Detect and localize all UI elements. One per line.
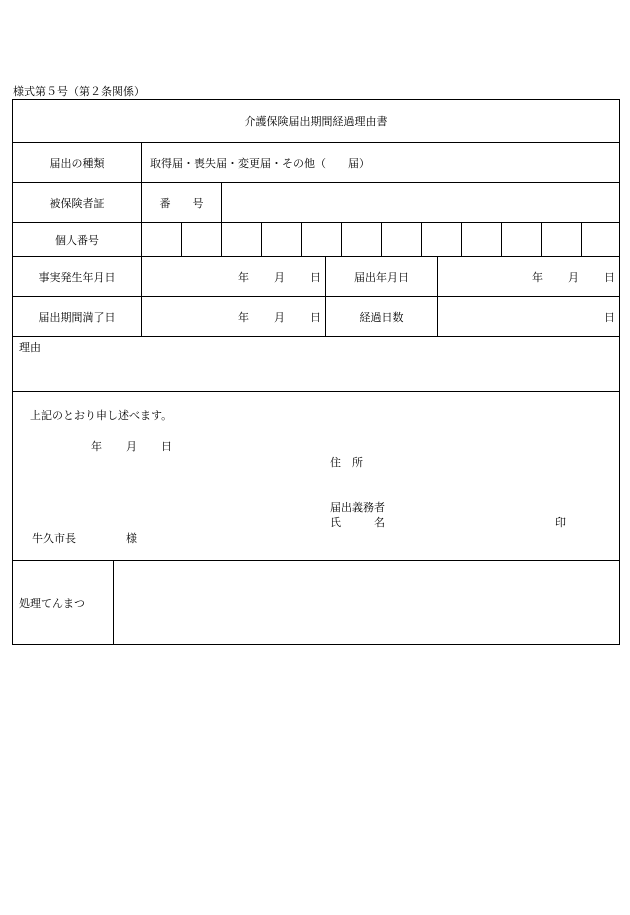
insured-card-number-label: 番 号 <box>141 183 221 222</box>
obligor-label: 届出義務者 <box>330 501 385 514</box>
declaration-row <box>13 391 619 560</box>
occurrence-day-unit: 日 <box>310 270 321 284</box>
notification-date-label: 届出年月日 <box>325 257 437 296</box>
personal-number-label: 個人番号 <box>55 233 99 247</box>
personal-number-digit-box[interactable] <box>341 223 381 256</box>
form-number: 様式第５号（第２条関係） <box>13 85 145 98</box>
insured-card-label: 被保険者証 <box>49 196 105 210</box>
date-row-1 <box>13 256 619 296</box>
deadline-year-unit: 年 <box>238 310 249 324</box>
addressee: 牛久市長 <box>32 532 76 545</box>
elapsed-days-unit: 日 <box>604 310 615 324</box>
declaration-day-unit: 日 <box>161 440 172 453</box>
deadline-month-unit: 月 <box>274 310 285 324</box>
reason-label: 理由 <box>19 341 41 354</box>
occurrence-date-field[interactable] <box>141 257 325 296</box>
occurrence-month-unit: 月 <box>274 270 285 284</box>
occurrence-date-label: 事実発生年月日 <box>38 270 116 284</box>
address-label: 住 所 <box>330 456 363 469</box>
name-label: 氏 名 <box>330 516 385 529</box>
notification-type-options[interactable]: 取得届・喪失届・変更届・その他（ 届） <box>141 143 619 182</box>
processing-field[interactable] <box>113 561 619 644</box>
elapsed-days-field[interactable] <box>437 297 619 336</box>
declaration-year-unit: 年 <box>91 440 102 453</box>
personal-number-digit-box[interactable] <box>421 223 461 256</box>
form-table <box>12 99 620 645</box>
insured-card-number-field[interactable] <box>221 183 619 222</box>
elapsed-days-label: 経過日数 <box>325 297 437 336</box>
reason-row[interactable] <box>13 336 619 391</box>
personal-number-digit-box[interactable] <box>301 223 341 256</box>
notification-date-field[interactable] <box>437 257 619 296</box>
form-title: 介護保険届出期間経過理由書 <box>244 115 388 128</box>
notification-day-unit: 日 <box>604 270 615 284</box>
personal-number-digit-box[interactable] <box>261 223 301 256</box>
date-row-2 <box>13 296 619 336</box>
insured-card-row <box>13 182 619 222</box>
personal-number-digit-box[interactable] <box>381 223 421 256</box>
notification-month-unit: 月 <box>568 270 579 284</box>
deadline-date-label: 届出期間満了日 <box>38 310 116 324</box>
personal-number-digit-box[interactable] <box>221 223 261 256</box>
personal-number-digit-box[interactable] <box>141 223 181 256</box>
notification-type-row <box>13 142 619 182</box>
declaration-statement: 上記のとおり申し述べます。 <box>30 409 173 422</box>
notification-type-label: 届出の種類 <box>49 156 105 170</box>
notification-year-unit: 年 <box>532 270 543 284</box>
processing-label: 処理てんまつ <box>19 596 85 610</box>
processing-row <box>13 560 619 644</box>
occurrence-year-unit: 年 <box>238 270 249 284</box>
personal-number-digit-box[interactable] <box>461 223 501 256</box>
personal-number-digit-box[interactable] <box>581 223 619 256</box>
declaration-month-unit: 月 <box>126 440 137 453</box>
addressee-honorific: 様 <box>126 532 137 545</box>
title-row <box>13 100 619 142</box>
personal-number-row <box>13 222 619 256</box>
personal-number-digit-box[interactable] <box>501 223 541 256</box>
personal-number-digit-box[interactable] <box>541 223 581 256</box>
personal-number-digit-box[interactable] <box>181 223 221 256</box>
deadline-day-unit: 日 <box>310 310 321 324</box>
seal-mark: 印 <box>555 516 566 529</box>
deadline-date-field[interactable] <box>141 297 325 336</box>
